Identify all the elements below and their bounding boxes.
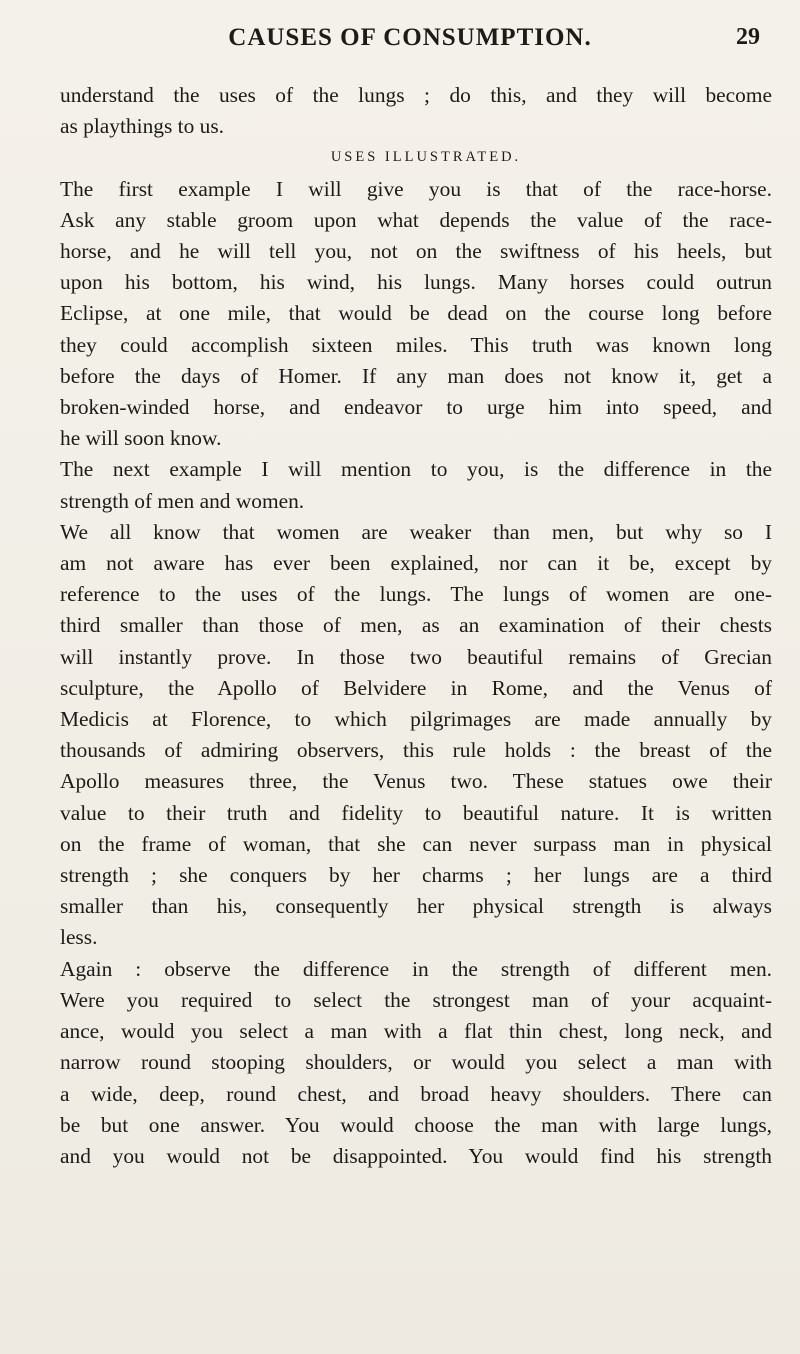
text-line: Ask any stable groom upon what depends the value of the race- xyxy=(60,207,772,232)
running-head xyxy=(60,24,760,58)
text-line: and you would not be disappointed. You would find his strength xyxy=(60,1143,772,1168)
text-line: sculpture, the Apollo of Belvidere in Rome, and the Venus of xyxy=(60,675,772,700)
text-line: broken-winded horse, and endeavor to urge him into speed, and xyxy=(60,395,772,420)
text-line: strength of men and women. xyxy=(60,488,305,513)
text-line: smaller than his, consequently her physical strength is always xyxy=(60,894,772,919)
text-line: The first example I will give you is that of the race-horse. xyxy=(60,176,772,201)
text-line: on the frame of woman, that she can never surpass man in physical xyxy=(60,831,772,856)
text-line: horse, and he will tell you, not on the swiftness of his heels, but xyxy=(60,239,772,264)
text-line: be but one answer. You would choose the man with large lungs, xyxy=(60,1112,772,1137)
paragraph xyxy=(60,174,772,455)
text-line: The next example I will mention to you, is the difference in the xyxy=(60,457,772,482)
text-line: less. xyxy=(60,925,98,950)
paragraph xyxy=(60,80,772,142)
text-line: upon his bottom, his wind, his lungs. Many horses could outrun xyxy=(60,270,772,295)
text-line: narrow round stooping shoulders, or would you select a man with xyxy=(60,1050,772,1075)
running-title: CAUSES OF CONSUMPTION. xyxy=(228,24,592,51)
paragraph xyxy=(60,954,772,1172)
text-line: Eclipse, at one mile, that would be dead on the course long before xyxy=(60,301,772,326)
body-text xyxy=(60,80,772,1172)
text-line: understand the uses of the lungs ; do this, and they will become xyxy=(60,83,772,107)
text-line: before the days of Homer. If any man does not know it, get a xyxy=(60,363,772,388)
text-line: am not aware has ever been explained, nor can it be, except by xyxy=(60,551,772,576)
text-line: Again : observe the difference in the strength of different men. xyxy=(60,956,772,981)
text-line: will instantly prove. In those two beautiful remains of Grecian xyxy=(60,644,772,669)
text-line: they could accomplish sixteen miles. This truth was known long xyxy=(60,332,772,357)
paragraph xyxy=(60,517,772,954)
text-line: We all know that women are weaker than men, but why so I xyxy=(60,519,772,544)
text-line: he will soon know. xyxy=(60,426,222,451)
text-line: value to their truth and fidelity to beautiful nature. It is written xyxy=(60,800,772,825)
text-line: Were you required to select the strongest man of your acquaint- xyxy=(60,987,772,1012)
text-line: Apollo measures three, the Venus two. These statues owe their xyxy=(60,769,772,794)
text-line: thousands of admiring observers, this rule holds : the breast of the xyxy=(60,738,772,763)
text-line: Medicis at Florence, to which pilgrimages are made annually by xyxy=(60,707,772,732)
page-number: 29 xyxy=(736,24,760,50)
section-heading: USES ILLUSTRATED. xyxy=(330,149,522,166)
text-line: ance, would you select a man with a flat thin chest, long neck, and xyxy=(60,1019,772,1044)
text-line: strength ; she conquers by her charms ; her lungs are a third xyxy=(60,863,772,888)
text-line: as playthings to us. xyxy=(60,114,224,139)
text-line: reference to the uses of the lungs. The lungs of women are one- xyxy=(60,582,772,607)
paragraph xyxy=(60,454,772,516)
text-line: third smaller than those of men, as an examination of their chests xyxy=(60,613,772,638)
text-line: a wide, deep, round chest, and broad heavy shoulders. There can xyxy=(60,1081,772,1106)
